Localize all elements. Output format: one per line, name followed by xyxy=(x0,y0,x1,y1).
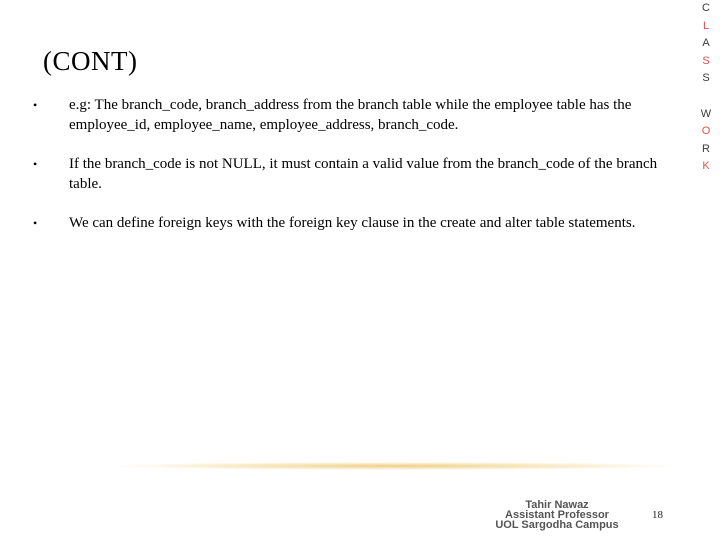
bullet-text: If the branch_code is not NULL, it must contain a valid value from the branch_code of the branch table. xyxy=(69,156,658,192)
bullet-marker: • xyxy=(33,157,38,171)
bullet-item xyxy=(33,213,673,233)
side-letter: L xyxy=(702,19,710,32)
page-number: 18 xyxy=(652,509,663,521)
side-letter: C xyxy=(702,2,710,14)
slide-title: (CONT) xyxy=(43,46,138,76)
bullet-marker: • xyxy=(33,216,38,230)
side-letter: O xyxy=(701,125,711,137)
side-letter: W xyxy=(700,107,712,120)
footer-divider xyxy=(115,462,675,470)
bullet-marker: • xyxy=(33,98,38,112)
side-letter: A xyxy=(702,37,710,49)
side-label-class-work xyxy=(696,0,716,176)
bullet-text: e.g: The branch_code, branch_address from the branch table while the employee table has the employee_id, employee_name, employee_address, branch_code. xyxy=(69,97,632,133)
stamp-line: UOL Sargodha Campus xyxy=(495,519,619,531)
stamp-line: Tahir Nawaz xyxy=(525,499,589,511)
bullet-text: We can define foreign keys with the foreign key clause in the create and alter table statements. xyxy=(69,215,636,231)
side-letter-gap xyxy=(696,88,716,106)
stamp-line: Assistant Professor xyxy=(505,509,609,521)
side-letter: R xyxy=(702,142,710,155)
bullet-item xyxy=(33,95,673,135)
bullet-item xyxy=(33,154,673,194)
bullet-list xyxy=(33,95,673,252)
side-letter: S xyxy=(702,72,710,84)
side-letter: K xyxy=(702,160,710,172)
side-letter: S xyxy=(702,54,710,67)
author-stamp xyxy=(482,500,632,530)
